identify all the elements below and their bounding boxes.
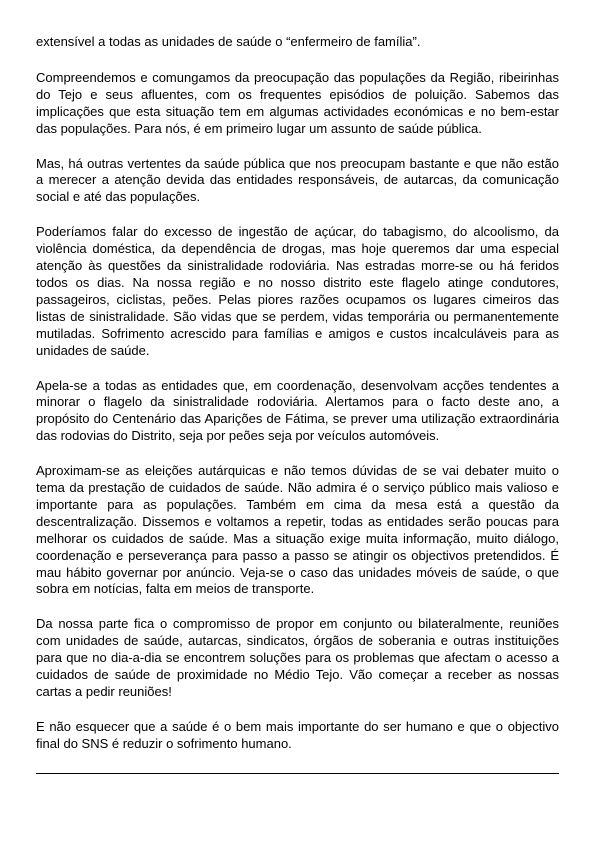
paragraph-enfermeiro-familia: extensível a todas as unidades de saúde o “enfermeiro de família”. [36, 34, 421, 49]
paragraph-eleicoes-autarquicas: Aproximam-se as eleições autárquicas e não temos dúvidas de se vai debater muito o tema da prestação de cuidados de saúde. Não admira é o serviço público mais valioso e importante para as populações. Também em cima da mesa está a questão da descentralização. Dissemos e voltamos a repetir, todas as entidades serão poucas para melhorar os cuidados de saúde. Mas a situação exige muita informação, muito diálogo, coordenação e perseverança para passo a passo se atingir os objectivos pretendidos. É mau hábito governar por anúncio. Veja-se o caso das unidades móveis de saúde, o que sobra em notícias, falta em meios de transporte. [36, 463, 559, 597]
paragraph-conclusao: E não esquecer que a saúde é o bem mais importante do ser humano e que o objectivo final do SNS é reduzir o sofrimento humano. [36, 718, 559, 751]
paragraph-apelo-entidades: Apela-se a todas as entidades que, em coordenação, desenvolvam acções tendentes a minorar o flagelo da sinistralidade rodoviária. Alertamos para o facto deste ano, a propósito do Centenário das Aparições de Fátima, se prever uma utilização extraordinária das rodovias do Distrito, seja por peões seja por veículos automóveis. [36, 377, 559, 444]
document-body [36, 34, 559, 771]
paragraph-sinistralidade: Poderíamos falar do excesso de ingestão de açúcar, do tabagismo, do alcoolismo, da violência doméstica, da dependência de drogas, mas hoje queremos dar uma especial atenção às questões da sinistralidade rodoviária. Nas estradas morre-se ou há feridos todos os dias. Na nossa região e no nosso distrito este flagelo atinge condutores, passageiros, ciclistas, peões. Pelas piores razões ocupamos os lugares cimeiros das listas de sinistralidade. São vidas que se perdem, vidas temporária ou permanentemente mutiladas. Sofrimento acrescido para famílias e amigos e custos incalculáveis para as unidades de saúde. [36, 224, 559, 358]
paragraph-poluicao-tejo: Compreendemos e comungamos da preocupação das populações da Região, ribeirinhas do Tejo e seus afluentes, com os frequentes episódios de poluição. Sabemos das implicações que esta situação tem em algumas actividades económicas e no bem-estar das populações. Para nós, é em primeiro lugar um assunto de saúde pública. [36, 69, 559, 136]
paragraph-compromisso: Da nossa parte fica o compromisso de propor em conjunto ou bilateralmente, reuniões com unidades de saúde, autarcas, sindicatos, órgãos de soberania e outras instituições para que no dia-a-dia se encontrem soluções para os problemas que afectam o acesso a cuidados de saúde de proximidade no Médio Tejo. Vão começar a receber as nossas cartas a pedir reuniões! [36, 616, 559, 699]
paragraph-saude-publica: Mas, há outras vertentes da saúde pública que nos preocupam bastante e que não estão a merecer a atenção devida das entidades responsáveis, de autarcas, da comunicação social e até das populações. [36, 155, 559, 205]
footer-divider [36, 773, 559, 774]
